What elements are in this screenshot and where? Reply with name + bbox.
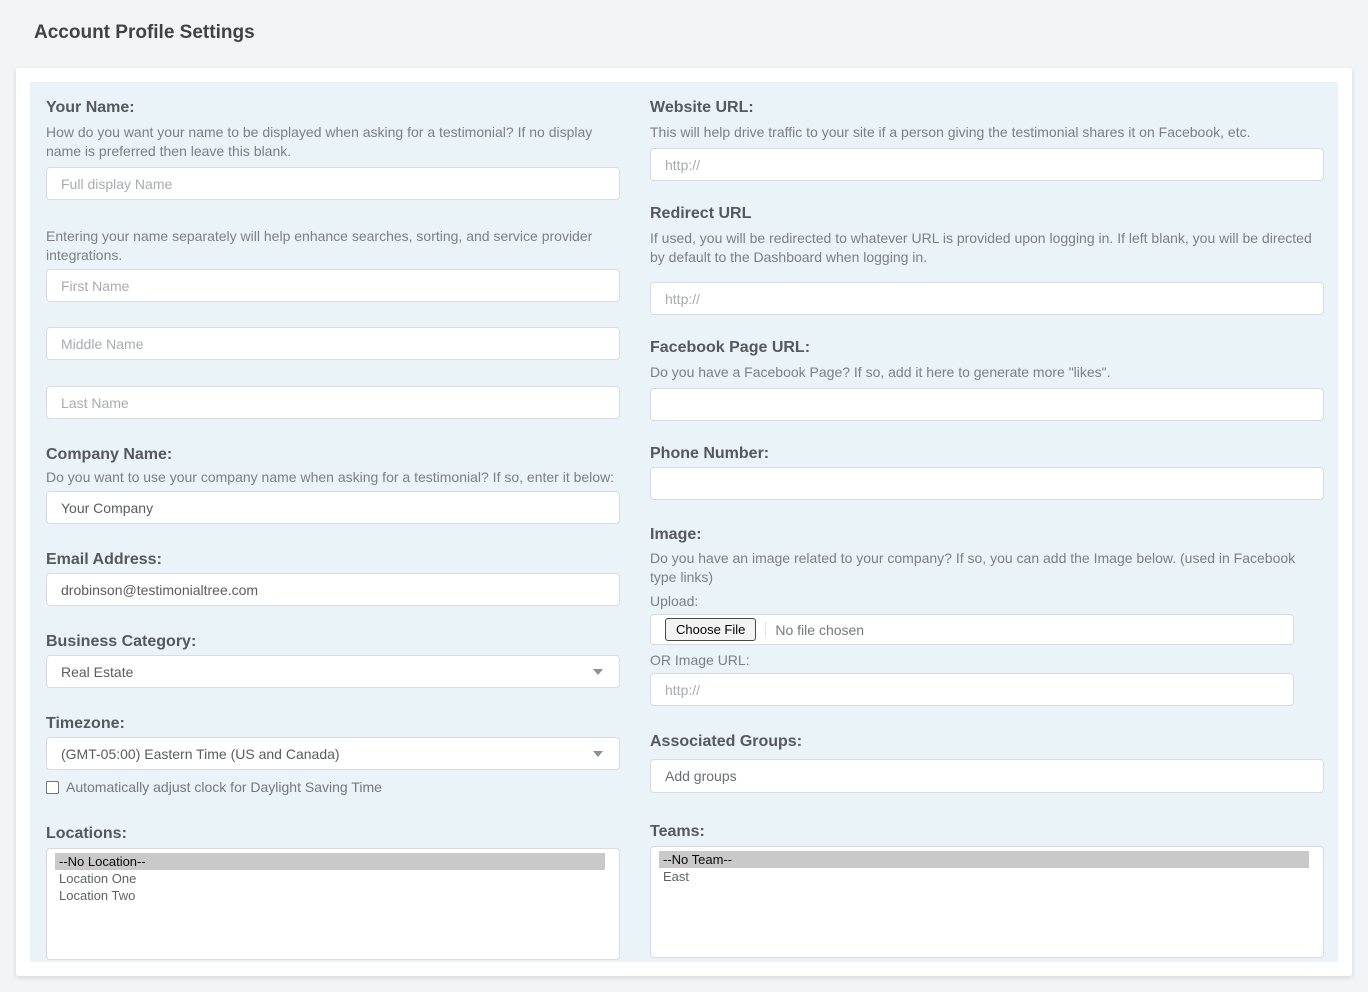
redirect-url-heading: Redirect URL [650,205,752,222]
timezone-heading: Timezone: [46,715,125,732]
image-help: Do you have an image related to your company? If so, you can add the Image below. (used in Facebook type links) [650,550,1296,585]
full-display-name-input[interactable] [46,167,620,200]
business-category-heading: Business Category: [46,633,197,650]
file-chosen-text: No file chosen [765,622,864,638]
website-url-help: This will help drive traffic to your site if a person giving the testimonial shares it on Facebook, etc. [650,124,1251,140]
upload-label: Upload: [650,593,699,609]
first-name-input[interactable] [46,269,620,302]
middle-name-input[interactable] [46,327,620,360]
facebook-url-input[interactable] [650,388,1324,421]
image-url-input[interactable] [650,673,1294,706]
teams-heading: Teams: [650,823,705,840]
email-heading: Email Address: [46,551,162,568]
facebook-url-heading: Facebook Page URL: [650,339,811,356]
website-url-input[interactable] [650,148,1324,181]
phone-heading: Phone Number: [650,445,770,462]
locations-listbox[interactable] [46,848,620,960]
company-name-input[interactable] [46,491,620,524]
timezone-value: (GMT-05:00) Eastern Time (US and Canada) [61,745,340,762]
list-option[interactable]: Location One [59,871,137,886]
groups-input[interactable] [650,759,1324,793]
locations-heading: Locations: [46,825,127,842]
timezone-select[interactable] [46,737,620,770]
your-name-heading: Your Name: [46,99,135,116]
left-column [46,99,620,947]
redirect-url-input[interactable] [650,282,1324,315]
dst-checkbox-row [46,779,620,795]
business-category-value: Real Estate [61,663,134,680]
right-column [650,99,1324,947]
teams-listbox[interactable] [650,846,1324,958]
settings-panel [30,82,1338,962]
company-name-help: Do you want to use your company name when asking for a testimonial? If so, enter it below: [46,469,615,485]
your-name-help-2: Entering your name separately will help enhance searches, sorting, and service provider integrations. [46,228,593,263]
or-image-url-label: OR Image URL: [650,652,750,668]
settings-card [16,68,1352,976]
facebook-url-help: Do you have a Facebook Page? If so, add it here to generate more "likes". [650,364,1111,380]
company-name-heading: Company Name: [46,446,173,463]
website-url-heading: Website URL: [650,99,754,116]
groups-heading: Associated Groups: [650,733,803,750]
last-name-input[interactable] [46,386,620,419]
file-upload-box[interactable] [650,614,1294,645]
dst-checkbox-label: Automatically adjust clock for Daylight Saving Time [66,779,382,795]
email-input[interactable] [46,573,620,606]
list-option[interactable]: --No Location-- [55,853,605,870]
list-option[interactable]: Location Two [59,888,136,903]
chevron-down-icon [593,669,603,675]
image-heading: Image: [650,526,702,543]
dst-checkbox[interactable] [46,781,59,794]
page-title: Account Profile Settings [34,22,255,43]
chevron-down-icon [593,751,603,757]
choose-file-button[interactable]: Choose File [665,618,756,641]
list-option[interactable]: East [663,869,690,884]
business-category-select[interactable] [46,655,620,688]
your-name-help-1: How do you want your name to be displayed when asking for a testimonial? If no display name is preferred then leave this blank. [46,124,593,159]
list-option[interactable]: --No Team-- [659,851,1309,868]
redirect-url-help: If used, you will be redirected to whatever URL is provided upon logging in. If left blank, you will be directed by default to the Dashboard when logging in. [650,230,1312,265]
phone-input[interactable] [650,467,1324,500]
